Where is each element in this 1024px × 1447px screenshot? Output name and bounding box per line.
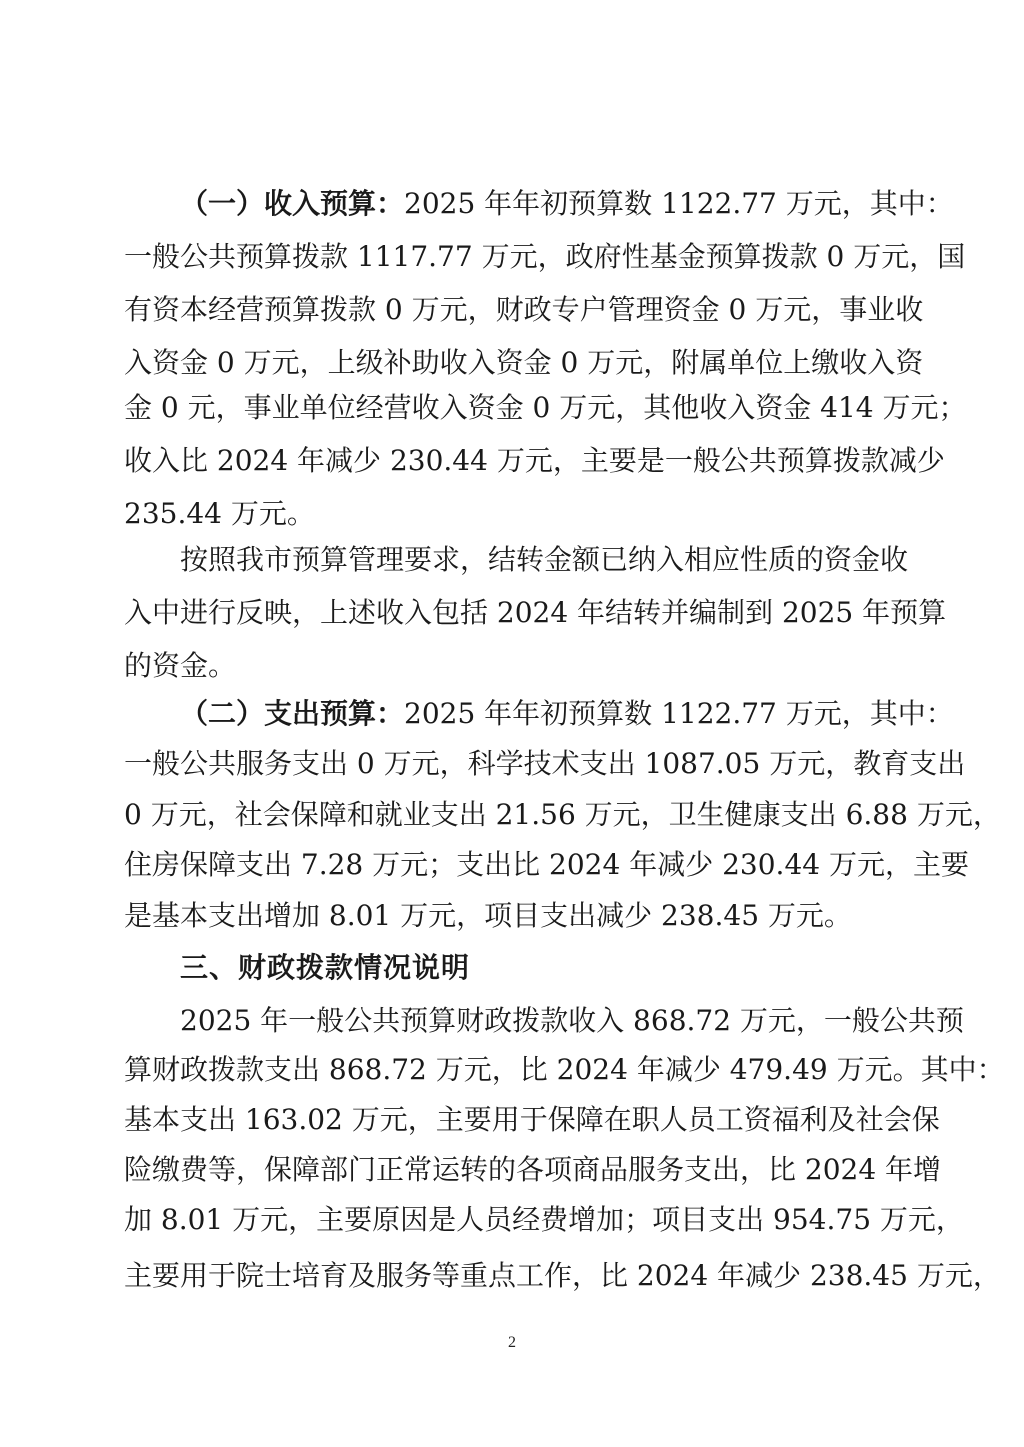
- fiscal-paragraph-line-3: 基本支出 163.02 万元，主要用于保障在职人员工资福利及社会保: [124, 1103, 940, 1136]
- income-paragraph-line-1: [180, 179, 954, 229]
- income-text: 2025 年年初预算数 1122.77 万元，其中：: [404, 187, 954, 220]
- fiscal-paragraph-line-6: 主要用于院士培育及服务等重点工作，比 2024 年减少 238.45 万元，: [124, 1259, 1001, 1292]
- expense-paragraph-line-1: [180, 689, 954, 739]
- note-paragraph-line-2: 入中进行反映，上述收入包括 2024 年结转并编制到 2025 年预算: [124, 596, 947, 629]
- income-paragraph-line-7: 235.44 万元。: [124, 497, 315, 530]
- income-paragraph-line-4: 入资金 0 万元，上级补助收入资金 0 万元，附属单位上缴收入资: [124, 346, 924, 379]
- expense-paragraph-line-2: 一般公共服务支出 0 万元，科学技术支出 1087.05 万元，教育支出: [124, 747, 966, 780]
- expense-text: 2025 年年初预算数 1122.77 万元，其中：: [404, 697, 954, 730]
- expense-paragraph-line-3: 0 万元，社会保障和就业支出 21.56 万元，卫生健康支出 6.88 万元，: [124, 798, 1001, 831]
- income-paragraph-line-5: 金 0 元，事业单位经营收入资金 0 万元，其他收入资金 414 万元；: [124, 391, 967, 424]
- expense-lead: （二）支出预算：: [180, 697, 405, 730]
- fiscal-paragraph-line-4: 险缴费等，保障部门正常运转的各项商品服务支出，比 2024 年增: [124, 1153, 942, 1186]
- income-paragraph-line-3: 有资本经营预算拨款 0 万元，财政专户管理资金 0 万元，事业收: [124, 293, 924, 326]
- page-number: 2: [508, 1334, 516, 1351]
- fiscal-paragraph-line-5: 加 8.01 万元，主要原因是人员经费增加；项目支出 954.75 万元，: [124, 1203, 964, 1236]
- income-paragraph-line-6: 收入比 2024 年减少 230.44 万元，主要是一般公共预算拨款减少: [124, 444, 945, 477]
- note-paragraph-line-3: 的资金。: [124, 649, 237, 682]
- income-paragraph-line-2: 一般公共预算拨款 1117.77 万元，政府性基金预算拨款 0 万元，国: [124, 240, 966, 273]
- income-lead: （一）收入预算：: [180, 187, 405, 220]
- fiscal-paragraph-line-1: 2025 年一般公共预算财政拨款收入 868.72 万元，一般公共预: [180, 1004, 964, 1037]
- section-heading-3: 三、财政拨款情况说明: [180, 951, 471, 984]
- note-paragraph-line-1: 按照我市预算管理要求，结转金额已纳入相应性质的资金收: [180, 543, 909, 576]
- expense-paragraph-line-4: 住房保障支出 7.28 万元；支出比 2024 年减少 230.44 万元，主要: [124, 848, 969, 881]
- expense-paragraph-line-5: 是基本支出增加 8.01 万元，项目支出减少 238.45 万元。: [124, 899, 852, 932]
- fiscal-paragraph-line-2: 算财政拨款支出 868.72 万元，比 2024 年减少 479.49 万元。其中：: [124, 1053, 1005, 1086]
